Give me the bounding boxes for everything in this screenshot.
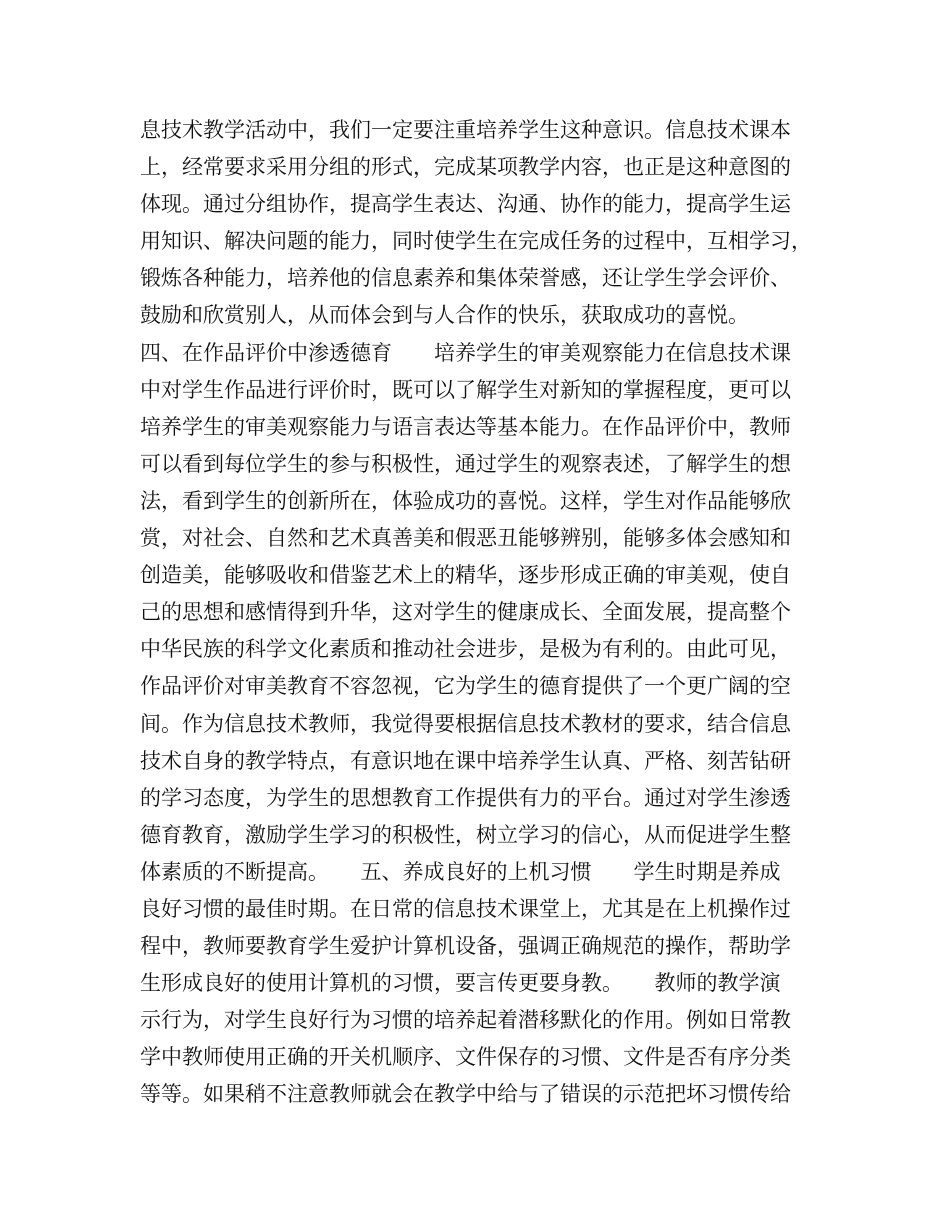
- text-line: 中华民族的科学文化素质和推动社会进步，是极为有利的。由此可见，: [140, 637, 791, 662]
- body-text: [140, 112, 840, 1114]
- text-line: 四、在作品评价中渗透德育 培养学生的审美观察能力在信息技术课: [140, 340, 791, 365]
- text-line: 学中教师使用正确的开关机顺序、文件保存的习惯、文件是否有序分类: [140, 1045, 791, 1070]
- text-line: 作品评价对审美教育不容忽视，它为学生的德育提供了一个更广阔的空: [140, 674, 791, 699]
- text-line: 上，经常要求采用分组的形式，完成某项教学内容，也正是这种意图的: [140, 155, 791, 180]
- text-line: 程中，教师要教育学生爱护计算机设备，强调正确规范的操作，帮助学: [140, 934, 791, 959]
- text-line: 体现。通过分组协作，提高学生表达、沟通、协作的能力，提高学生运: [140, 192, 791, 217]
- text-line: 可以看到每位学生的参与积极性，通过学生的观察表述，了解学生的想: [140, 451, 791, 476]
- text-line: 己的思想和感情得到升华，这对学生的健康成长、全面发展，提高整个: [140, 600, 791, 625]
- text-line: 生形成良好的使用计算机的习惯，要言传更要身教。 教师的教学演: [140, 971, 781, 996]
- text-line: 锻炼各种能力，培养他的信息素养和集体荣誉感，还让学生学会评价、: [140, 266, 791, 291]
- text-line: 的学习态度，为学生的思想教育工作提供有力的平台。通过对学生渗透: [140, 785, 791, 810]
- text-line: 示行为，对学生良好行为习惯的培养起着潜移默化的作用。例如日常教: [140, 1008, 791, 1033]
- text-line: 中对学生作品进行评价时，既可以了解学生对新知的掌握程度，更可以: [140, 377, 791, 402]
- text-line: 创造美，能够吸收和借鉴艺术上的精华，逐步形成正确的审美观，使自: [140, 563, 791, 588]
- text-line: 赏，对社会、自然和艺术真善美和假恶丑能够辨别，能够多体会感知和: [140, 526, 791, 551]
- text-line: 间。作为信息技术教师，我觉得要根据信息技术教材的要求，结合信息: [140, 711, 791, 736]
- text-line: 用知识、解决问题的能力，同时使学生在完成任务的过程中，互相学习，: [140, 229, 812, 254]
- text-line: 等等。如果稍不注意教师就会在教学中给与了错误的示范把坏习惯传给: [140, 1082, 791, 1107]
- text-line: 体素质的不断提高。 五、养成良好的上机习惯 学生时期是养成: [140, 859, 781, 884]
- text-line: 鼓励和欣赏别人，从而体会到与人合作的快乐，获取成功的喜悦。: [140, 303, 749, 328]
- text-line: 良好习惯的最佳时期。在日常的信息技术课堂上，尤其是在上机操作过: [140, 896, 791, 921]
- text-line: 法，看到学生的创新所在，体验成功的喜悦。这样，学生对作品能够欣: [140, 488, 791, 513]
- text-line: 技术自身的教学特点，有意识地在课中培养学生认真、严格、刻苦钻研: [140, 748, 791, 773]
- text-line: 培养学生的审美观察能力与语言表达等基本能力。在作品评价中，教师: [140, 414, 791, 439]
- text-line: 德育教育，激励学生学习的积极性，树立学习的信心，从而促进学生整: [140, 822, 791, 847]
- text-line: 息技术教学活动中，我们一定要注重培养学生这种意识。信息技术课本: [140, 118, 791, 142]
